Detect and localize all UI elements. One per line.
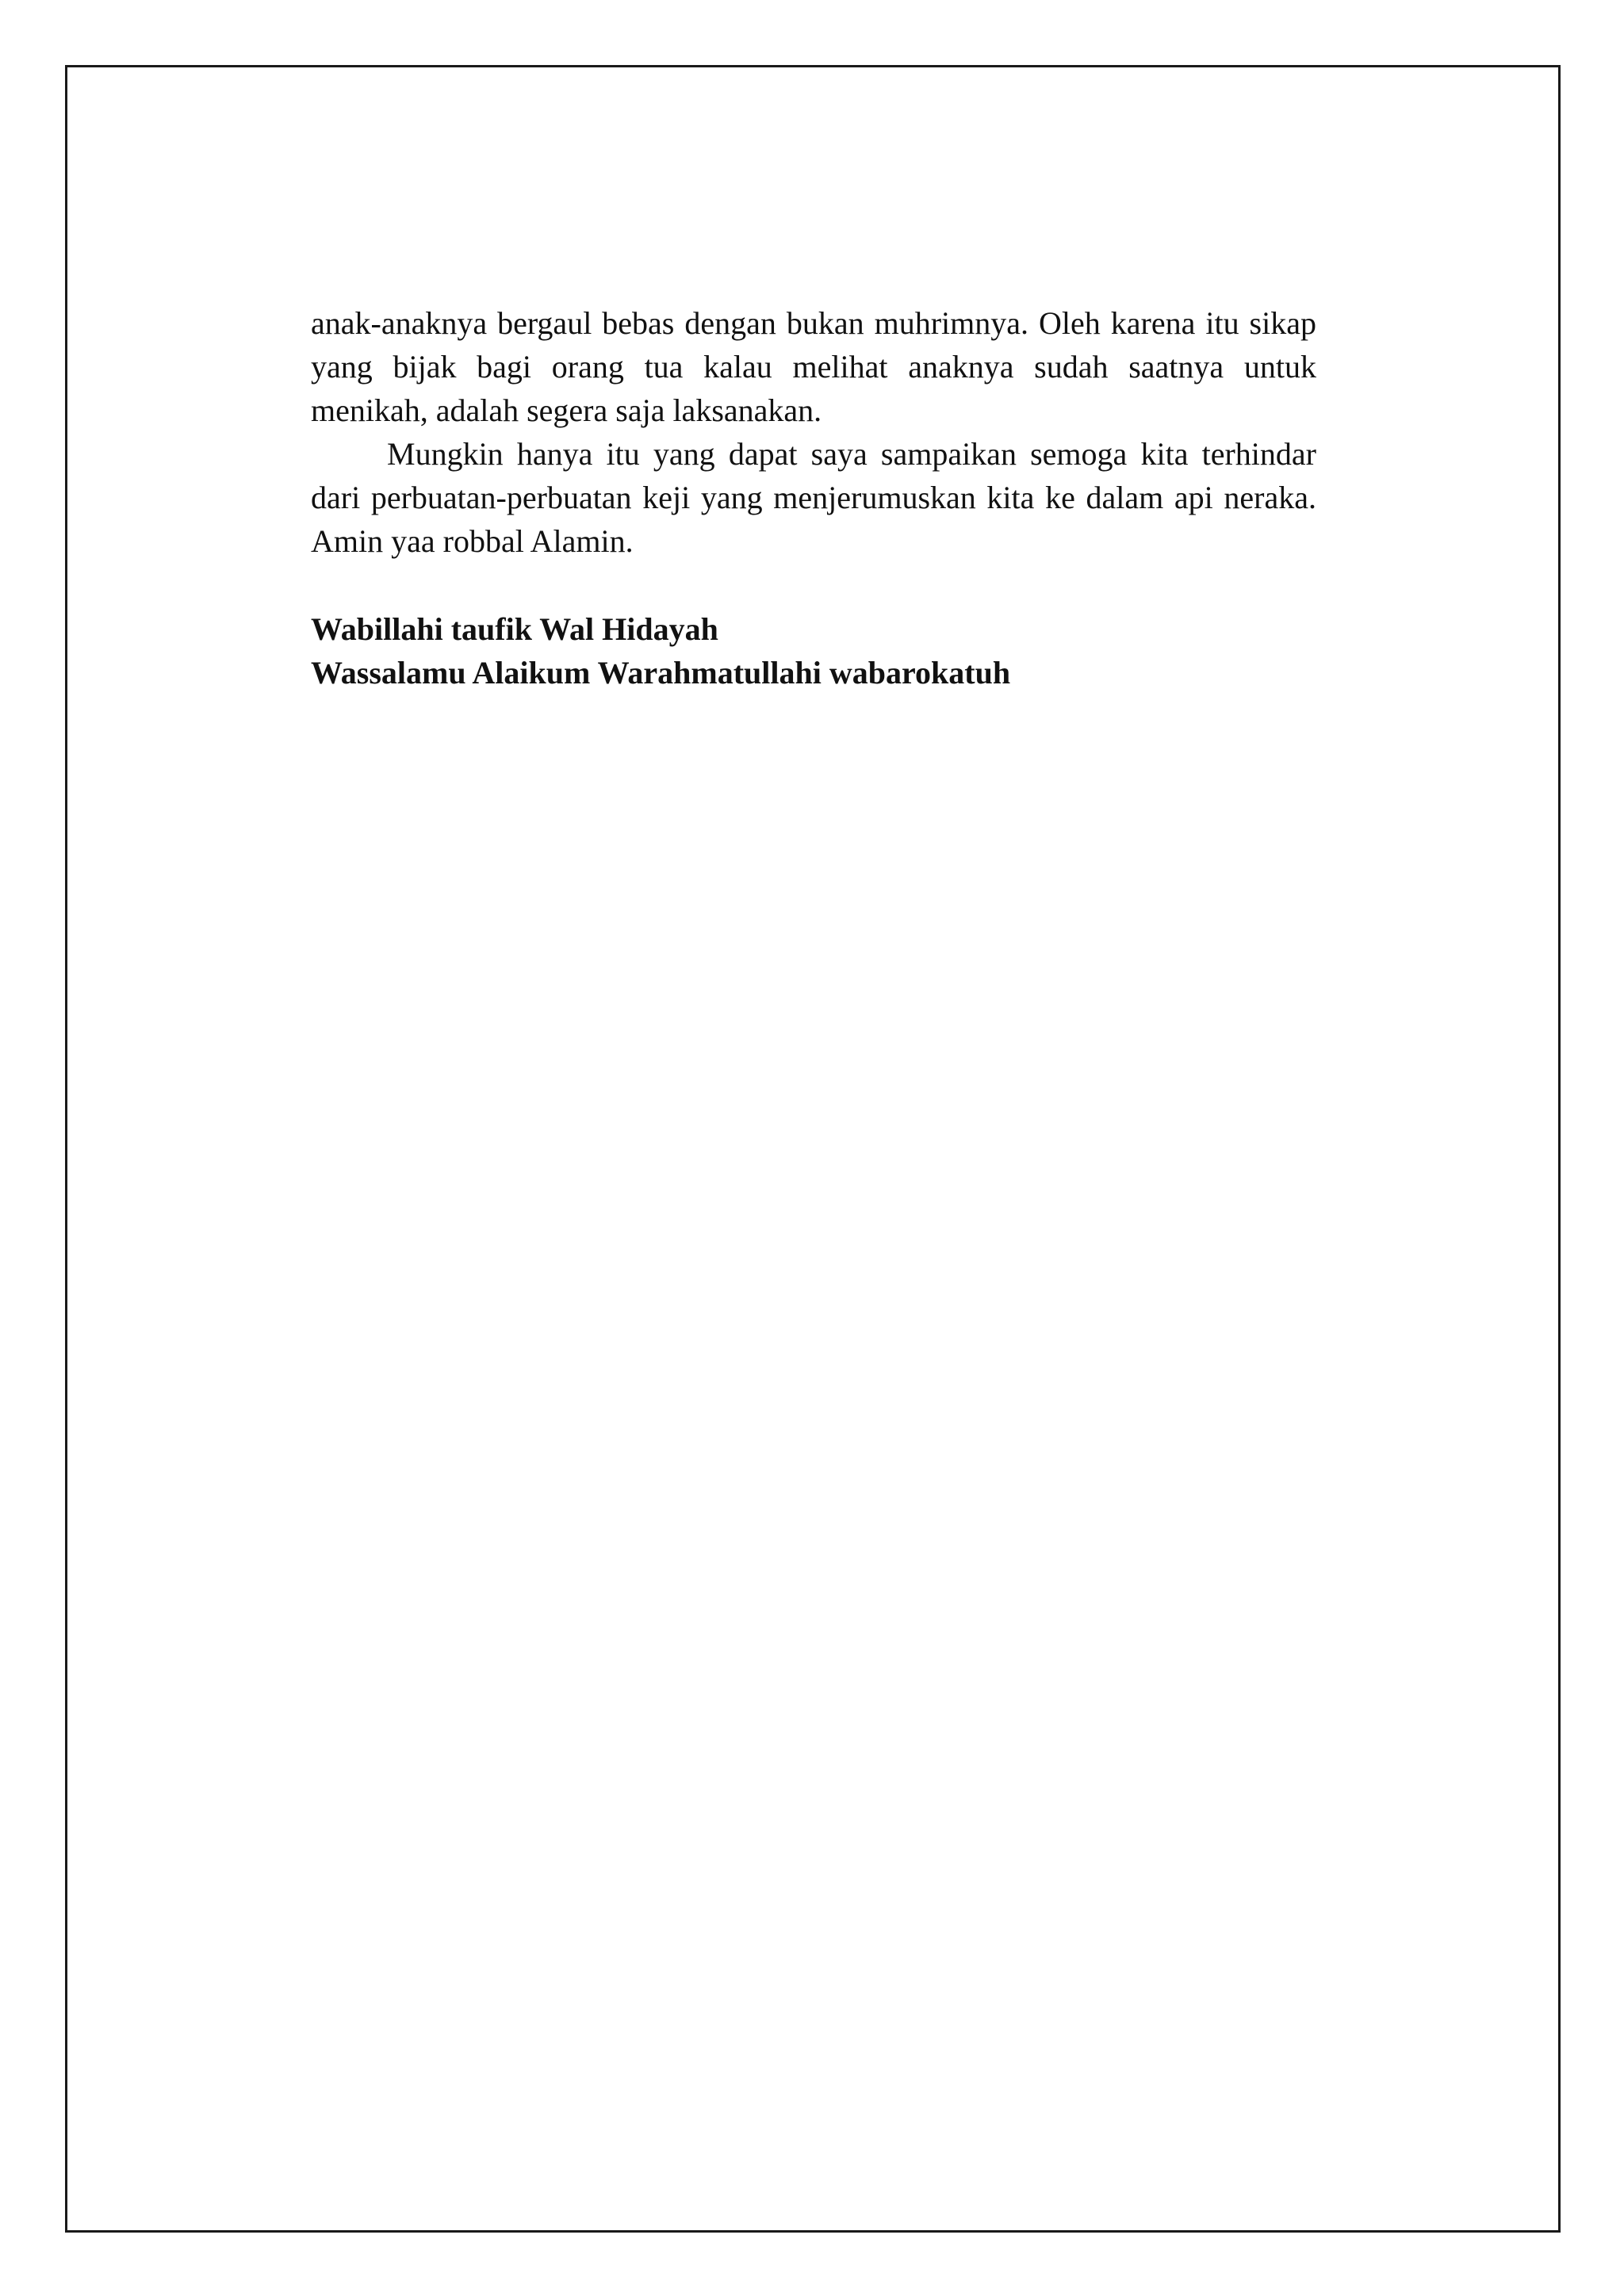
- body-paragraph-closing-remarks: Mungkin hanya itu yang dapat saya sampaikan semoga kita terhindar dari perbuatan-perbuatan keji yang menjerumuskan kita ke dalam api neraka. Amin yaa robbal Alamin.: [311, 436, 1316, 559]
- closing-line-2: Wassalamu Alaikum Warahmatullahi wabarokatuh: [311, 655, 1011, 691]
- closing-salutation: [311, 607, 1316, 695]
- body-paragraph-continued: anak-anaknya bergaul bebas dengan bukan muhrimnya. Oleh karena itu sikap yang bijak bagi orang tua kalau melihat anaknya sudah saatnya untuk menikah, adalah segera saja laksanakan.: [311, 305, 1316, 428]
- document-body: [311, 301, 1316, 695]
- closing-line-1: Wabillahi taufik Wal Hidayah: [311, 611, 718, 647]
